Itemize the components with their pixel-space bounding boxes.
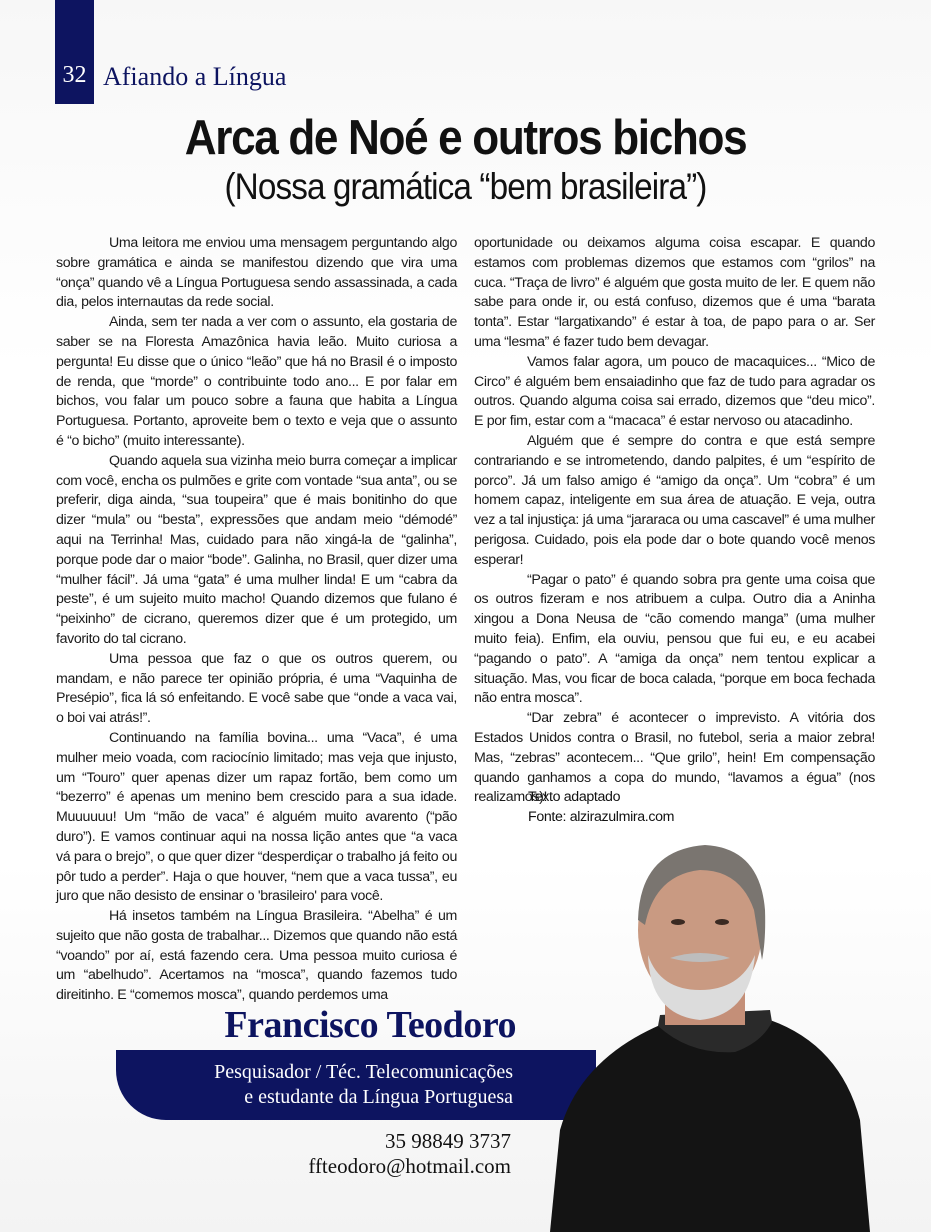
paragraph: Continuando na família bovina... uma “Vaca”, é uma mulher meio voada, com raciocínio limitado; mas veja que injusto, um “Touro” quer apenas dizer um rapaz fortão, bem como um “bezerro” é apenas um menino bem crescido para a sua idade. Muuuuuu! Um “mão de vaca” é alguém muito avarento (“pão duro”). E vamos continuar aqui na nossa lição antes que “a vaca vá para o brejo”, o que quer dizer “desperdiçar o trabalho já feito ou pôr tudo a perder”. Haja o que houver, “nem que a vaca tussa”, eu juro que não desisto de ensinar o 'brasileiro' para você.: [56, 729, 457, 905]
paragraph: Uma leitora me enviou uma mensagem perguntando algo sobre gramática e ainda se manifestou dizendo que vira uma “onça” quando vê a Língua Portuguesa sendo assassinada, a cada dia, pelos internautas da rede social.: [56, 235, 457, 311]
paragraph: “Pagar o pato” é quando sobra pra gente uma coisa que os outros fizeram e nos atribuem a culpa. Outro dia a Aninha xingou a Dona Neusa de “cão comendo manga” (uma mulher muito feia). Enfim, ela ouviu, pensou que fui eu, e eu acabei “pagando o pato”. A “amiga da onça” nem tentou explicar a situação. Mas, vou ficar de boca calada, “porque em boca fechada não entra mosca”.: [474, 571, 875, 707]
source-note: Texto adaptado: [528, 789, 621, 805]
paragraph: Há insetos também na Língua Brasileira. “Abelha” é um sujeito que não gosta de trabalhar... Dizemos que quando não está “voando” por aí, está fazendo cera. Uma pessoa muito curiosa é um “abelhudo”. Acertamos na “mosca”, quando fazemos tudo direitinho. E “comemos mosca”, quando perdemos uma: [56, 908, 457, 1004]
email-link[interactable]: ffteodoro@hotmail.com: [308, 1154, 511, 1178]
article-title: Arca de Noé e outros bichos: [184, 111, 747, 165]
author-portrait-icon: [540, 830, 880, 1232]
paragraph: oportunidade ou deixamos alguma coisa escapar. E quando estamos com problemas dizemos que estamos com “grilos” na cuca. “Traça de livro” é alguém que gosta muito de ler. E quem não sabe para onde ir, ou está confuso, dizemos que é uma “barata tonta”. Estar “largatixando” é estar à toa, de papo para o ar. Ser uma “lesma” é fazer tudo bem devagar.: [474, 235, 875, 350]
author-name: Francisco Teodoro: [224, 1004, 516, 1046]
article-column-right: [474, 234, 875, 808]
article-subtitle: (Nossa gramática “bem brasileira”): [224, 166, 707, 207]
paragraph: Ainda, sem ter nada a ver com o assunto, ela gostaria de saber se na Floresta Amazônica havia leão. Muito curiosa a pergunta! Eu disse que o único “leão” que há no Brasil é o imposto de renda, que “morde” o contribuinte todo ano... E por falar em bichos, vou falar um pouco sobre a fauna que habita a Língua Portuguesa. Portanto, aproveite bem o texto e veja que o assunto é “o bicho” (muito interessante).: [56, 314, 457, 449]
author-role: [214, 1060, 513, 1110]
page-number: 32: [62, 62, 87, 88]
paragraph: Uma pessoa que faz o que os outros querem, ou mandam, e não parece ter opinião própria, é uma “Vaquinha de Presépio”, fica lá só enfeitando. E você sabe que “onde a vaca vai, o boi vai atrás!”.: [56, 650, 457, 727]
article-column-left: [56, 234, 457, 1006]
paragraph: “Dar zebra” é acontecer o imprevisto. A vitória dos Estados Unidos contra o Brasil, no futebol, seria a maior zebra! Mas, “zebras” acontecem... “Que grilo”, hein! Em compensação quando ganhamos a copa do mundo, “lavamos a égua” (nos realizamos)!: [474, 710, 875, 806]
paragraph: Vamos falar agora, um pouco de macaquices... “Mico de Circo” é alguém bem ensaiadinho que faz de tudo para agradar os outros. Quando alguma coisa sai errado, dizemos que “deu mico”. E por fim, estar com a “macaca” é estar nervoso ou atacadinho.: [474, 353, 875, 430]
role-line: Pesquisador / Téc. Telecomunicações: [214, 1061, 513, 1083]
article-source: [528, 788, 674, 828]
paragraph: Alguém que é sempre do contra e que está sempre contrariando e se intrometendo, dando palpites, é um “espírito de porco”. Já um falso amigo é “amigo da onça”. Um “cobra” é um homem capaz, inteligente em sua área de atuação. E veja, outra vez a tal injustiça: já uma “jararaca ou uma cascavel” é uma mulher perigosa. Cuidado, pois ela pode dar o bote quando você menos esperar!: [474, 432, 875, 568]
author-contact: [308, 1129, 511, 1179]
source-url: Fonte: alzirazulmira.com: [528, 808, 675, 825]
section-title: Afiando a Língua: [103, 62, 287, 91]
phone-number: 35 98849 3737: [385, 1129, 511, 1153]
role-line: e estudante da Língua Portuguesa: [244, 1086, 513, 1108]
paragraph: Quando aquela sua vizinha meio burra começar a implicar com você, encha os pulmões e grite com vontade “sua anta”, ou se preferir, diga ainda, “sua toupeira” que é mais bonitinho do que dizer “mula” ou “besta”, expressões que andam meio “démodé” aqui na Terrinha! Mas, cuidado para não xingá-la de “galinha”, porque pode dar o maior “bode”. Galinha, no Brasil, quer dizer uma “mulher fácil”. Já uma “gata” é uma mulher linda! E um “cabra da peste”, é um sujeito muito macho! Quando dizemos que fulano é “peixinho” de cicrano, queremos dizer que é um protegido, um favorito do tal cicrano.: [56, 452, 457, 647]
